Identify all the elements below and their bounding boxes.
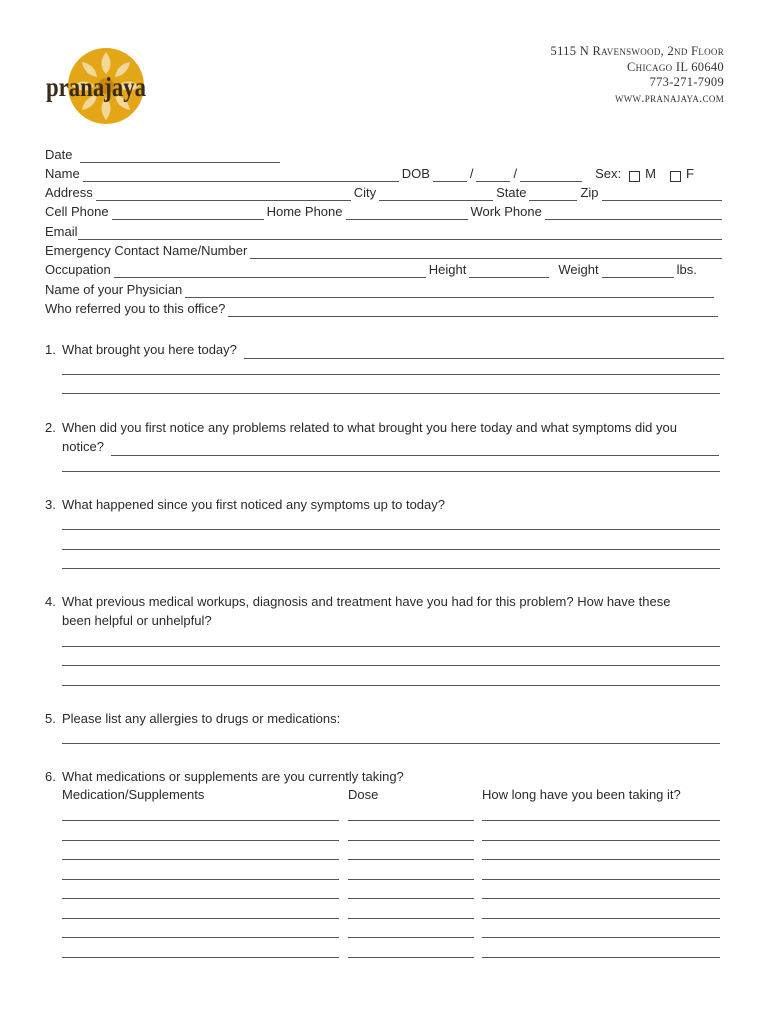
duration-field[interactable]	[482, 898, 720, 899]
dose-field[interactable]	[348, 937, 474, 938]
answer-line[interactable]	[62, 743, 720, 744]
dob-month-field[interactable]	[433, 168, 467, 182]
cell-phone-field[interactable]	[112, 206, 264, 220]
home-phone-label: Home Phone	[266, 204, 343, 219]
physician-field[interactable]	[185, 284, 714, 298]
address-label: Address	[45, 185, 93, 200]
question-text: What medications or supplements are you currently taking?	[62, 769, 404, 784]
answer-line[interactable]	[62, 568, 720, 569]
cell-phone-label: Cell Phone	[45, 204, 109, 219]
duration-field[interactable]	[482, 937, 720, 938]
state-field[interactable]	[529, 187, 577, 201]
medication-field[interactable]	[62, 820, 339, 821]
referred-label: Who referred you to this office?	[45, 301, 226, 316]
question-number: 5.	[45, 711, 56, 726]
question-1	[45, 340, 727, 359]
medication-field[interactable]	[62, 937, 339, 938]
answer-line[interactable]	[62, 471, 720, 472]
phone-row	[45, 204, 725, 220]
duration-column-header: How long have you been taking it?	[482, 787, 681, 802]
physician-label: Name of your Physician	[45, 282, 183, 297]
height-label: Height	[428, 262, 467, 277]
dob-day-field[interactable]	[476, 168, 510, 182]
question-text: When did you first notice any problems related to what brought you here today and what symptoms did you	[62, 420, 677, 435]
medication-field[interactable]	[62, 918, 339, 919]
email-label: Email	[45, 224, 78, 239]
answer-line[interactable]	[244, 346, 724, 359]
occupation-label: Occupation	[45, 262, 111, 277]
clinic-address	[551, 44, 724, 106]
answer-line[interactable]	[62, 393, 720, 394]
answer-line[interactable]	[62, 685, 720, 686]
question-number: 3.	[45, 497, 56, 512]
medication-field[interactable]	[62, 879, 339, 880]
answer-line[interactable]	[62, 665, 720, 666]
question-text: What happened since you first noticed any symptoms up to today?	[62, 497, 445, 512]
logo-wordmark: pranajaya	[46, 72, 147, 102]
dose-field[interactable]	[348, 898, 474, 899]
weight-field[interactable]	[602, 264, 674, 278]
zip-field[interactable]	[602, 187, 722, 201]
question-5	[45, 709, 727, 728]
home-phone-field[interactable]	[346, 206, 468, 220]
dose-field[interactable]	[348, 820, 474, 821]
duration-field[interactable]	[482, 879, 720, 880]
email-row	[45, 224, 725, 240]
date-field[interactable]	[80, 149, 280, 163]
question-text-continued: been helpful or unhelpful?	[62, 613, 212, 628]
question-3	[45, 495, 727, 514]
answer-line[interactable]	[111, 443, 719, 456]
question-number: 6.	[45, 769, 56, 784]
weight-label: Weight	[558, 262, 599, 277]
answer-line[interactable]	[62, 374, 720, 375]
dose-column-header: Dose	[348, 787, 379, 802]
address-phone: 773-271-7909	[649, 75, 724, 89]
medication-field[interactable]	[62, 840, 339, 841]
question-number: 4.	[45, 594, 56, 609]
city-field[interactable]	[379, 187, 493, 201]
medication-field[interactable]	[62, 957, 339, 958]
dose-field[interactable]	[348, 840, 474, 841]
zip-label: Zip	[580, 185, 599, 200]
medication-field[interactable]	[62, 859, 339, 860]
medication-column-header: Medication/Supplements	[62, 787, 205, 802]
answer-line[interactable]	[62, 646, 720, 647]
medication-field[interactable]	[62, 898, 339, 899]
question-6	[45, 767, 727, 786]
address-website[interactable]: www.pranajaya.com	[614, 90, 724, 105]
dob-year-field[interactable]	[520, 168, 582, 182]
work-phone-field[interactable]	[545, 206, 722, 220]
question-4	[45, 592, 727, 630]
address-field[interactable]	[96, 187, 351, 201]
dose-field[interactable]	[348, 918, 474, 919]
dob-label: DOB	[401, 166, 430, 181]
question-text: Please list any allergies to drugs or medications:	[62, 711, 341, 726]
answer-line[interactable]	[62, 529, 720, 530]
height-field[interactable]	[469, 264, 549, 278]
address-city: Chicago IL 60640	[627, 59, 724, 74]
duration-field[interactable]	[482, 859, 720, 860]
duration-field[interactable]	[482, 918, 720, 919]
lbs-label: lbs.	[676, 262, 697, 277]
duration-field[interactable]	[482, 820, 720, 821]
referred-field[interactable]	[228, 303, 718, 317]
emergency-field[interactable]	[250, 245, 722, 259]
email-field[interactable]	[78, 226, 722, 240]
question-number: 1.	[45, 342, 56, 357]
date-row	[45, 147, 725, 163]
dob-sep: /	[513, 166, 518, 181]
dob-sep: /	[469, 166, 474, 181]
dose-field[interactable]	[348, 859, 474, 860]
name-label: Name	[45, 166, 80, 181]
dose-field[interactable]	[348, 957, 474, 958]
address-street: 5115 N Ravenswood, 2nd Floor	[550, 44, 724, 58]
question-2	[45, 418, 727, 456]
work-phone-label: Work Phone	[470, 204, 542, 219]
city-label: City	[353, 185, 377, 200]
dose-field[interactable]	[348, 879, 474, 880]
occupation-field[interactable]	[114, 264, 426, 278]
physician-row	[45, 282, 717, 298]
question-text: What brought you here today?	[62, 342, 237, 357]
question-text: What previous medical workups, diagnosis and treatment have you had for this problem? How have these	[62, 594, 671, 609]
sex-m-label: M	[645, 166, 656, 181]
emergency-label: Emergency Contact Name/Number	[45, 243, 248, 258]
emergency-row	[45, 243, 725, 259]
duration-field[interactable]	[482, 840, 720, 841]
duration-field[interactable]	[482, 957, 720, 958]
question-text-continued: notice?	[62, 439, 104, 454]
address-row	[45, 185, 725, 201]
date-label: Date	[45, 147, 73, 162]
sex-label: Sex:	[595, 166, 622, 181]
question-number: 2.	[45, 420, 56, 435]
answer-line[interactable]	[62, 549, 720, 550]
occupation-row	[45, 262, 725, 278]
sex-m-checkbox[interactable]	[629, 171, 640, 182]
name-field[interactable]	[83, 168, 399, 182]
pranajaya-logo	[44, 44, 154, 128]
name-row	[45, 166, 725, 182]
sex-f-label: F	[685, 166, 694, 181]
sex-f-checkbox[interactable]	[670, 171, 681, 182]
referred-row	[45, 301, 721, 317]
state-label: State	[496, 185, 527, 200]
